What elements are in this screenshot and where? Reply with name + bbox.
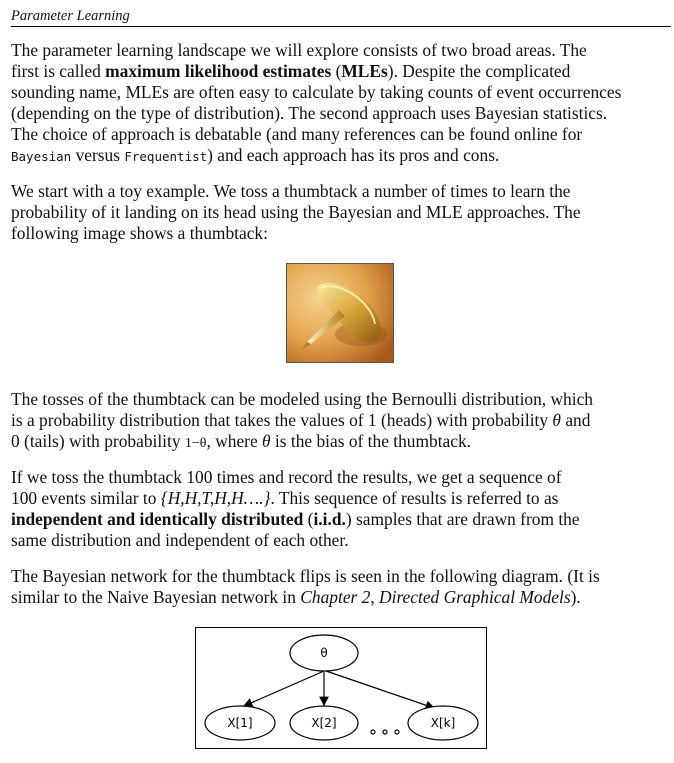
text-line: independent and identically distributed (i.i.d.) samples that are drawn from the (11, 509, 580, 529)
paragraph-intro (11, 40, 671, 166)
text-line: The choice of approach is debatable (and many references can be found online for (11, 124, 583, 144)
term-iid: independent and identically distributed (11, 509, 304, 529)
node-x1-label: X[1] (227, 716, 253, 730)
node-x2 (290, 706, 358, 740)
text-line: following image shows a thumbtack: (11, 223, 268, 243)
bayesian-network-diagram (195, 627, 487, 749)
term-mles: MLEs (341, 61, 388, 81)
text-line: 100 events similar to {H,H,T,H,H….}. This sequence of results is referred to as (11, 488, 559, 508)
text-line: probability of it landing on its head using the Bayesian and MLE approaches. The (11, 202, 581, 222)
code-frequentist: Frequentist (124, 149, 208, 164)
text-line: first is called maximum likelihood estimates (MLEs). Despite the complicated (11, 61, 571, 81)
thumbtack-illustration (287, 264, 393, 362)
symbol-theta: θ (552, 410, 561, 430)
text-line: Bayesian versus Frequentist) and each approach has its pros and cons. (11, 145, 500, 165)
text-line: similar to the Naive Bayesian network in Chapter 2, Directed Graphical Models). (11, 587, 581, 607)
edge-theta-xk (326, 671, 434, 708)
term-mle: maximum likelihood estimates (105, 61, 332, 81)
text-line: We start with a toy example. We toss a thumbtack a number of times to learn the (11, 181, 571, 201)
paragraph-bayesian-network (11, 566, 671, 608)
text-line: The parameter learning landscape we will explore consists of two broad areas. The (11, 40, 587, 60)
text-line: The Bayesian network for the thumbtack flips is seen in the following diagram. (It is (11, 566, 600, 586)
text-line: same distribution and independent of each other. (11, 530, 349, 550)
paragraph-iid (11, 467, 671, 551)
text-line: If we toss the thumbtack 100 times and record the results, we get a sequence of (11, 467, 562, 487)
text-line: The tosses of the thumbtack can be modeled using the Bernoulli distribution, which (11, 389, 593, 409)
text-line: sounding name, MLEs are often easy to calculate by taking counts of event occurrences (11, 82, 622, 102)
chapter-reference: Chapter 2 (300, 587, 371, 607)
chapter-title-reference: Directed Graphical Models (379, 587, 571, 607)
diagram-canvas (196, 628, 486, 748)
paragraph-bernoulli (11, 389, 671, 452)
node-x1 (205, 706, 275, 740)
node-xk (408, 706, 478, 740)
node-theta (290, 635, 358, 671)
symbol-theta: θ (262, 431, 271, 451)
sequence-example: {H,H,T,H,H….} (160, 488, 271, 508)
term-iid-abbrev: i.i.d. (313, 509, 346, 529)
ellipsis-dots (371, 730, 399, 734)
thumbtack-image (286, 263, 394, 363)
text-line: (depending on the type of distribution). The second approach uses Bayesian statistics. (11, 103, 608, 123)
text-line: 0 (tails) with probability 1−θ, where θ is the bias of the thumbtack. (11, 431, 472, 451)
node-x2-label: X[2] (311, 716, 337, 730)
node-theta-label: θ (320, 646, 328, 660)
edge-theta-x1 (244, 671, 324, 706)
running-header: Parameter Learning (11, 6, 671, 27)
code-bayesian: Bayesian (11, 149, 72, 164)
node-xk-label: X[k] (430, 716, 456, 730)
paragraph-toy-example (11, 181, 671, 244)
expression-one-minus-theta: 1−θ (184, 436, 207, 451)
text-line: is a probability distribution that takes the values of 1 (heads) with probability θ and (11, 410, 591, 430)
